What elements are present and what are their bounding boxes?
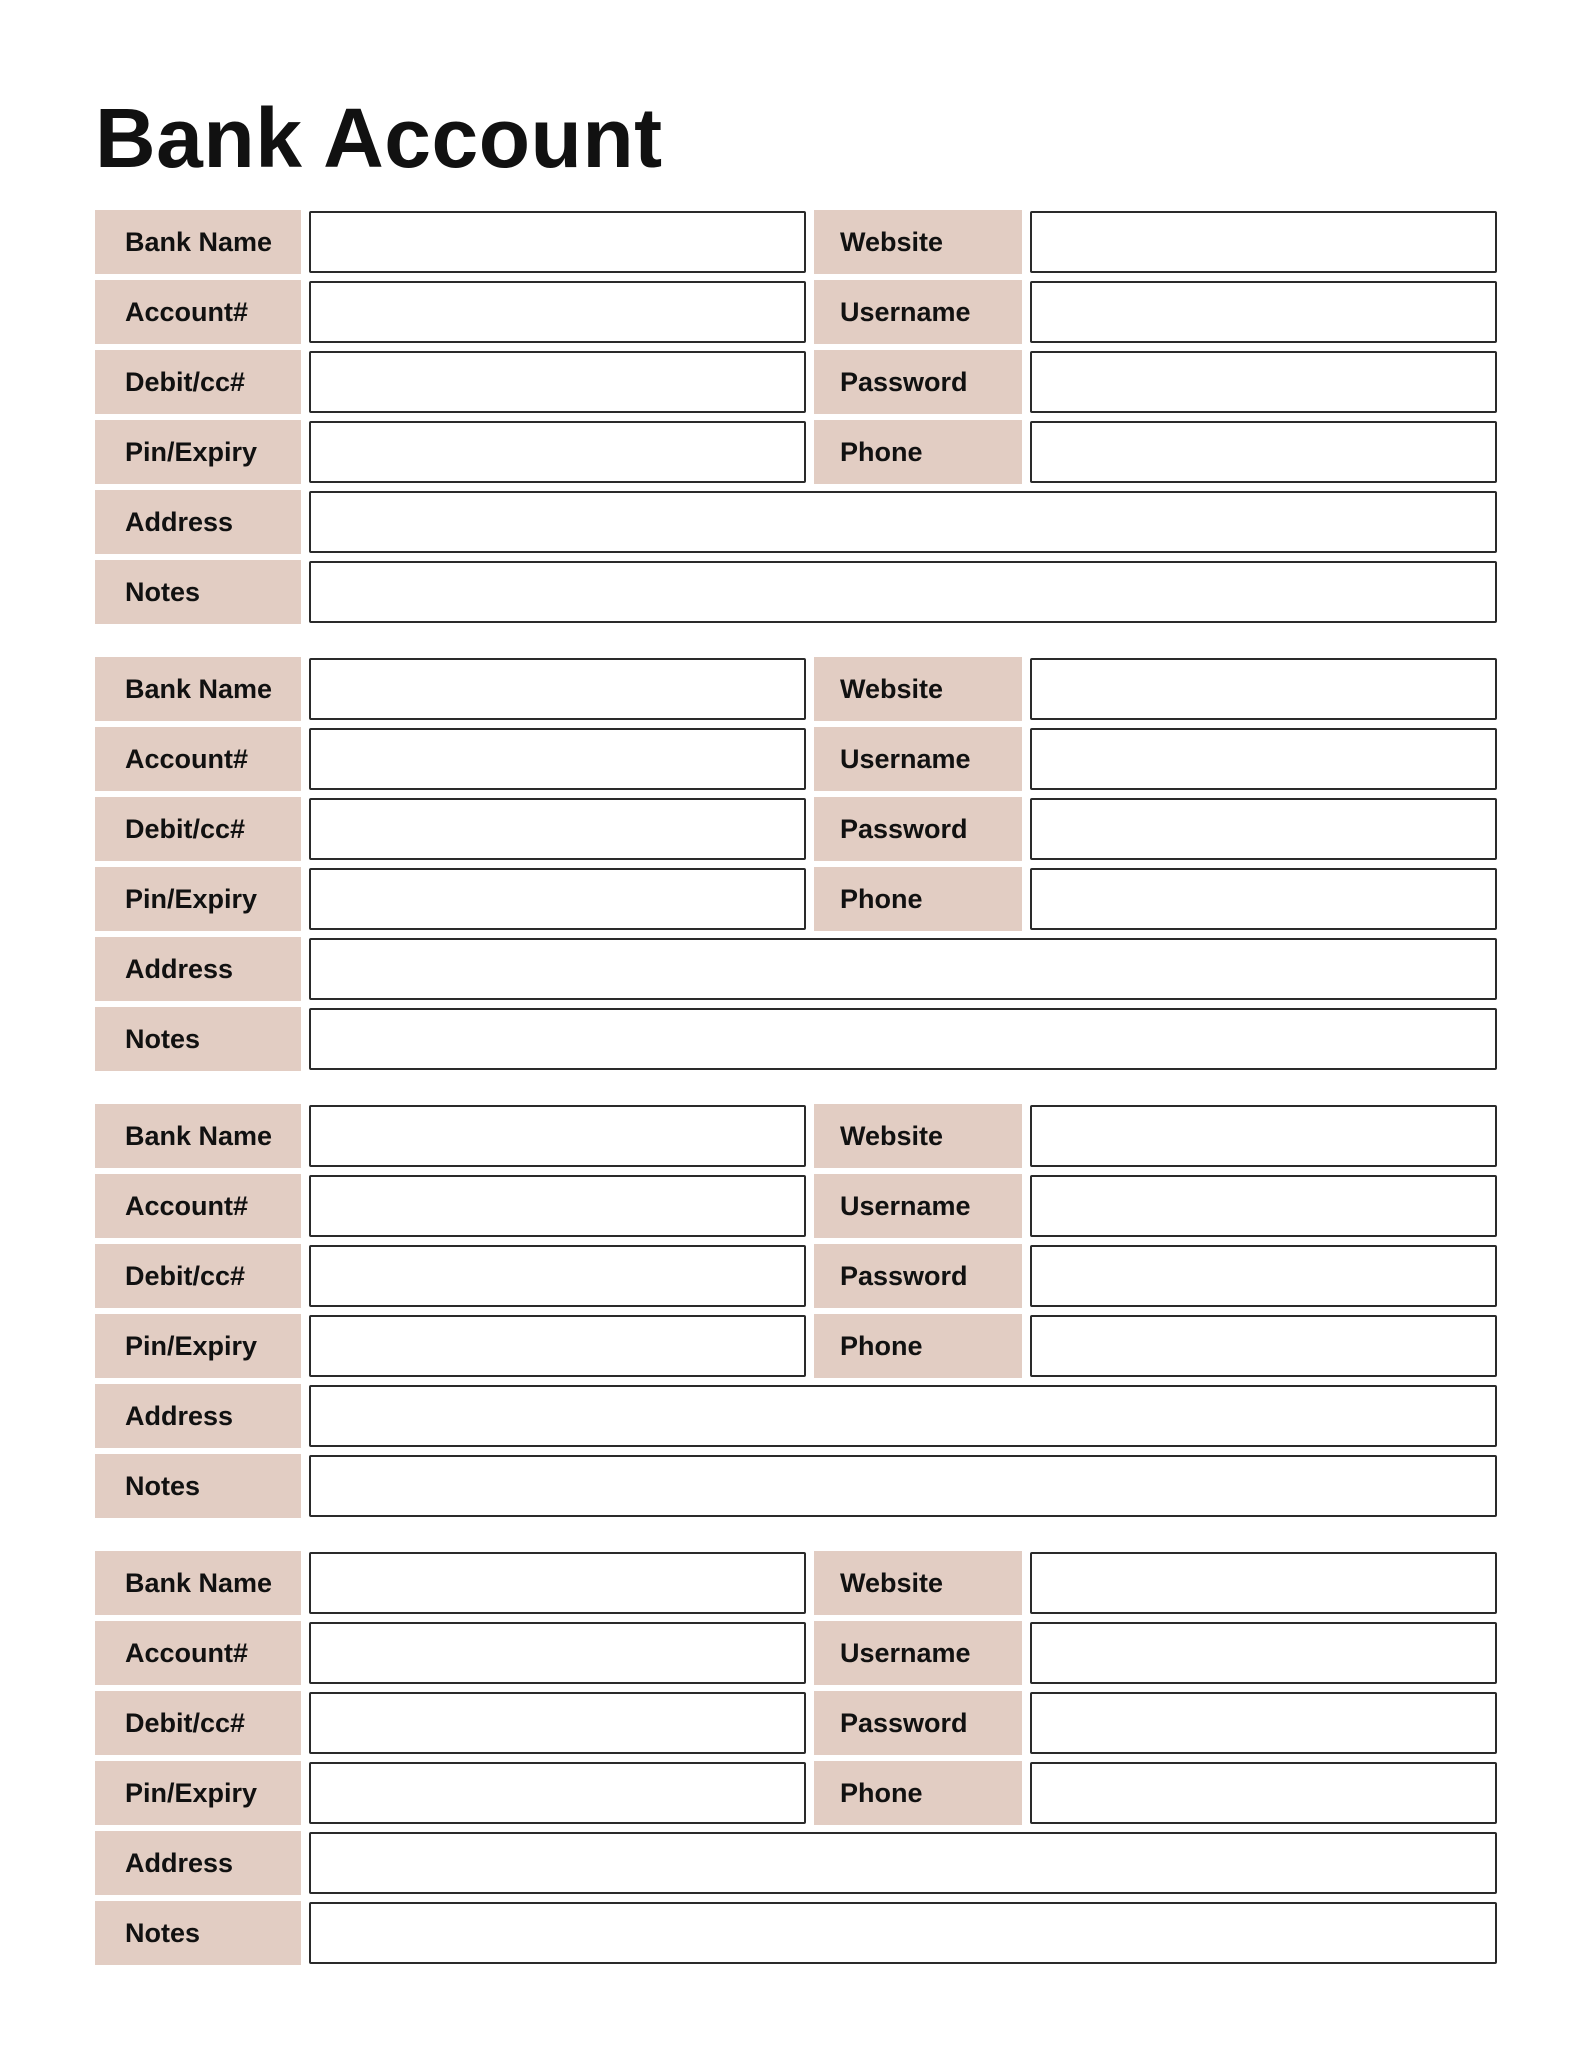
phone-field[interactable] [1030, 421, 1497, 483]
username-field[interactable] [1030, 1175, 1497, 1237]
form-row [95, 1007, 1495, 1071]
form-row [95, 867, 1495, 931]
website-field[interactable] [1030, 1552, 1497, 1614]
password-label: Password [814, 797, 1022, 861]
form-row [95, 560, 1495, 624]
form-row [95, 1761, 1495, 1825]
notes-label: Notes [95, 1007, 301, 1071]
website-label: Website [814, 210, 1022, 274]
account-label: Account# [95, 1174, 301, 1238]
website-field[interactable] [1030, 211, 1497, 273]
form-row [95, 210, 1495, 274]
debit-cc-label: Debit/cc# [95, 1691, 301, 1755]
pin-expiry-field[interactable] [309, 1315, 806, 1377]
account-label: Account# [95, 1621, 301, 1685]
pin-expiry-label: Pin/Expiry [95, 1761, 301, 1825]
form-row [95, 1551, 1495, 1615]
form-row [95, 420, 1495, 484]
form-row [95, 490, 1495, 554]
notes-field[interactable] [309, 1902, 1497, 1964]
form-row [95, 1314, 1495, 1378]
pin-expiry-field[interactable] [309, 421, 806, 483]
username-label: Username [814, 1621, 1022, 1685]
debit-cc-label: Debit/cc# [95, 1244, 301, 1308]
address-label: Address [95, 490, 301, 554]
form-row [95, 1104, 1495, 1168]
address-label: Address [95, 937, 301, 1001]
form-row [95, 657, 1495, 721]
phone-label: Phone [814, 1314, 1022, 1378]
bank-name-label: Bank Name [95, 210, 301, 274]
debit-cc-field[interactable] [309, 1245, 806, 1307]
pin-expiry-label: Pin/Expiry [95, 867, 301, 931]
bank-name-field[interactable] [309, 211, 806, 273]
pin-expiry-field[interactable] [309, 868, 806, 930]
phone-field[interactable] [1030, 1315, 1497, 1377]
form-row [95, 937, 1495, 1001]
form-row [95, 727, 1495, 791]
pin-expiry-field[interactable] [309, 1762, 806, 1824]
phone-label: Phone [814, 867, 1022, 931]
website-label: Website [814, 1104, 1022, 1168]
password-field[interactable] [1030, 1245, 1497, 1307]
account-field[interactable] [309, 1175, 806, 1237]
account-label: Account# [95, 727, 301, 791]
phone-label: Phone [814, 1761, 1022, 1825]
password-field[interactable] [1030, 351, 1497, 413]
form-row [95, 1244, 1495, 1308]
address-field[interactable] [309, 938, 1497, 1000]
debit-cc-field[interactable] [309, 798, 806, 860]
username-field[interactable] [1030, 728, 1497, 790]
address-field[interactable] [309, 1385, 1497, 1447]
bank-name-label: Bank Name [95, 1551, 301, 1615]
phone-label: Phone [814, 420, 1022, 484]
bank-name-field[interactable] [309, 1552, 806, 1614]
account-field[interactable] [309, 1622, 806, 1684]
form-row [95, 1454, 1495, 1518]
username-label: Username [814, 727, 1022, 791]
account-field[interactable] [309, 281, 806, 343]
notes-field[interactable] [309, 561, 1497, 623]
phone-field[interactable] [1030, 868, 1497, 930]
notes-field[interactable] [309, 1008, 1497, 1070]
bank-name-field[interactable] [309, 1105, 806, 1167]
username-label: Username [814, 280, 1022, 344]
website-label: Website [814, 657, 1022, 721]
form-row [95, 350, 1495, 414]
form-row [95, 1691, 1495, 1755]
form-row [95, 1174, 1495, 1238]
bank-name-label: Bank Name [95, 1104, 301, 1168]
form-row [95, 1384, 1495, 1448]
debit-cc-label: Debit/cc# [95, 797, 301, 861]
debit-cc-field[interactable] [309, 1692, 806, 1754]
bank-name-label: Bank Name [95, 657, 301, 721]
password-field[interactable] [1030, 1692, 1497, 1754]
form-row [95, 1831, 1495, 1895]
password-label: Password [814, 1691, 1022, 1755]
account-field[interactable] [309, 728, 806, 790]
username-field[interactable] [1030, 1622, 1497, 1684]
password-label: Password [814, 1244, 1022, 1308]
website-field[interactable] [1030, 658, 1497, 720]
address-label: Address [95, 1384, 301, 1448]
bank-name-field[interactable] [309, 658, 806, 720]
address-field[interactable] [309, 491, 1497, 553]
debit-cc-label: Debit/cc# [95, 350, 301, 414]
address-label: Address [95, 1831, 301, 1895]
page-title: Bank Account [95, 91, 663, 185]
form-row [95, 797, 1495, 861]
phone-field[interactable] [1030, 1762, 1497, 1824]
debit-cc-field[interactable] [309, 351, 806, 413]
username-label: Username [814, 1174, 1022, 1238]
password-field[interactable] [1030, 798, 1497, 860]
notes-field[interactable] [309, 1455, 1497, 1517]
pin-expiry-label: Pin/Expiry [95, 420, 301, 484]
form-row [95, 280, 1495, 344]
website-label: Website [814, 1551, 1022, 1615]
notes-label: Notes [95, 560, 301, 624]
username-field[interactable] [1030, 281, 1497, 343]
password-label: Password [814, 350, 1022, 414]
website-field[interactable] [1030, 1105, 1497, 1167]
address-field[interactable] [309, 1832, 1497, 1894]
pin-expiry-label: Pin/Expiry [95, 1314, 301, 1378]
account-label: Account# [95, 280, 301, 344]
form-row [95, 1901, 1495, 1965]
form-row [95, 1621, 1495, 1685]
notes-label: Notes [95, 1454, 301, 1518]
notes-label: Notes [95, 1901, 301, 1965]
